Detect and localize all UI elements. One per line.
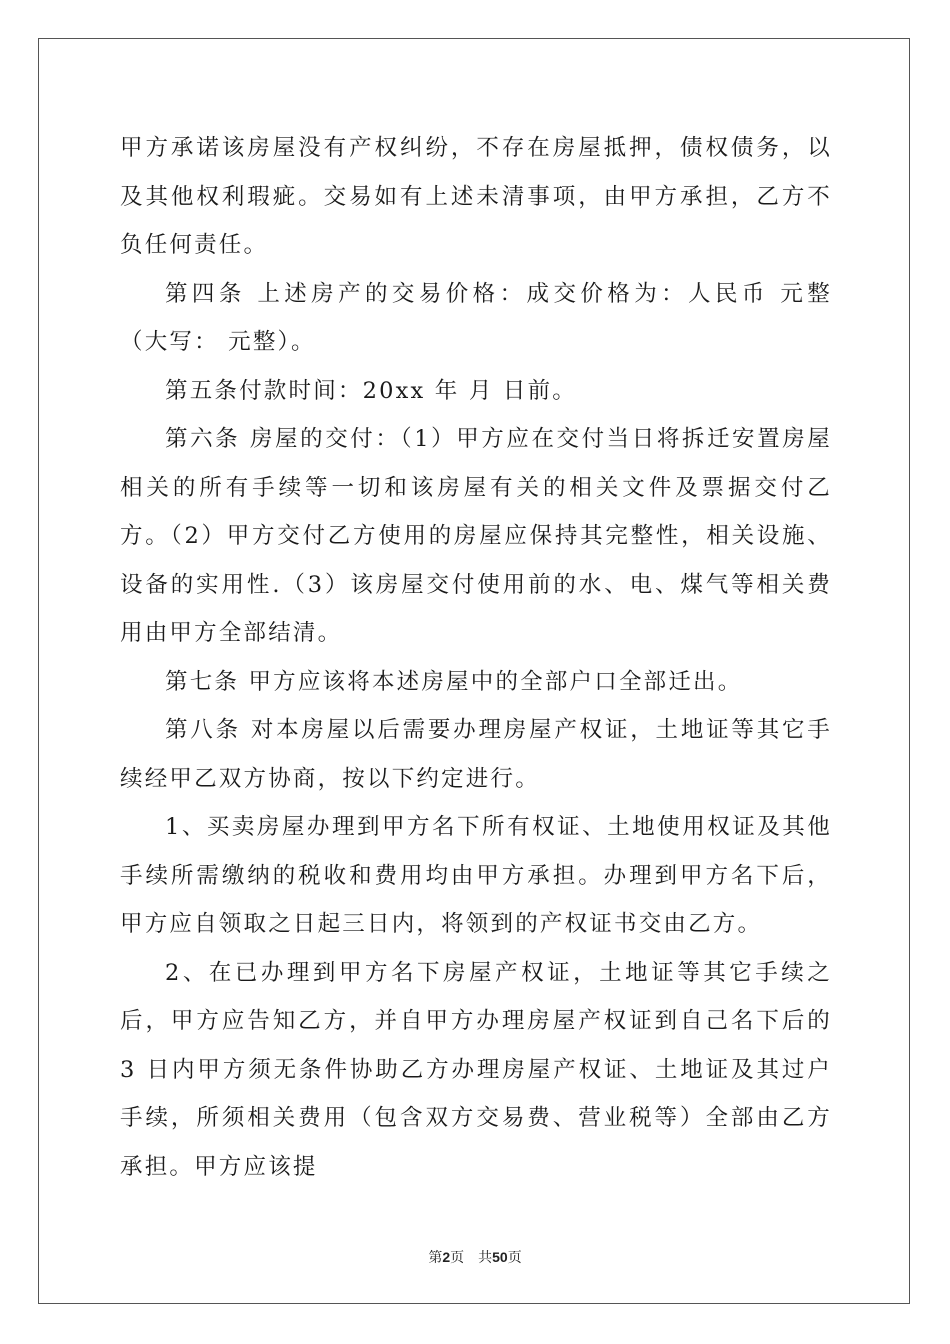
paragraph: 第七条 甲方应该将本述房屋中的全部户口全部迁出。 bbox=[165, 668, 743, 695]
paragraph: 1、买卖房屋办理到甲方名下所有权证、土地使用权证及其他手续所需缴纳的税收和费用均由甲方承担。办理到甲方名下后，甲方应自领取之日起三日内，将领到的产权证书交由乙方。 bbox=[120, 814, 832, 937]
total-prefix: 共 bbox=[478, 1250, 493, 1266]
total-pages: 50 bbox=[492, 1249, 508, 1265]
paragraph: 第四条 上述房产的交易价格：成交价格为：人民币 元整 （大写： 元整）。 bbox=[120, 280, 832, 355]
document-body bbox=[120, 124, 832, 1191]
page-number: 2 bbox=[442, 1249, 451, 1265]
paragraph: 第六条 房屋的交付：（1）甲方应在交付当日将拆迁安置房屋相关的所有手续等一切和该房屋有关的相关文件及票据交付乙方。（2）甲方交付乙方使用的房屋应保持其完整性，相关设施、设备的实用性.（3）该房屋交付使用前的水、电、煤气等相关费用由甲方全部结清。 bbox=[120, 426, 832, 646]
paragraph: 第八条 对本房屋以后需要办理房屋产权证，土地证等其它手续经甲乙双方协商，按以下约定进行。 bbox=[120, 717, 832, 792]
paragraph: 第五条付款时间：20xx 年 月 日前。 bbox=[165, 377, 577, 404]
page-footer bbox=[0, 1247, 950, 1267]
paragraph: 2、在已办理到甲方名下房屋产权证，土地证等其它手续之后，甲方应告知乙方，并自甲方办理房屋产权证到自己名下后的 3 日内甲方须无条件协助乙方办理房屋产权证、土地证及其过户手续，所须相关费用（包含双方交易费、营业税等）全部由乙方承担。甲方应该提 bbox=[120, 959, 832, 1180]
page-suffix: 页 bbox=[450, 1250, 465, 1266]
page-prefix: 第 bbox=[428, 1250, 443, 1266]
total-suffix: 页 bbox=[507, 1250, 522, 1266]
paragraph: 甲方承诺该房屋没有产权纠纷，不存在房屋抵押，债权债务，以及其他权利瑕疵。交易如有上述未清事项，由甲方承担，乙方不负任何责任。 bbox=[120, 135, 832, 258]
